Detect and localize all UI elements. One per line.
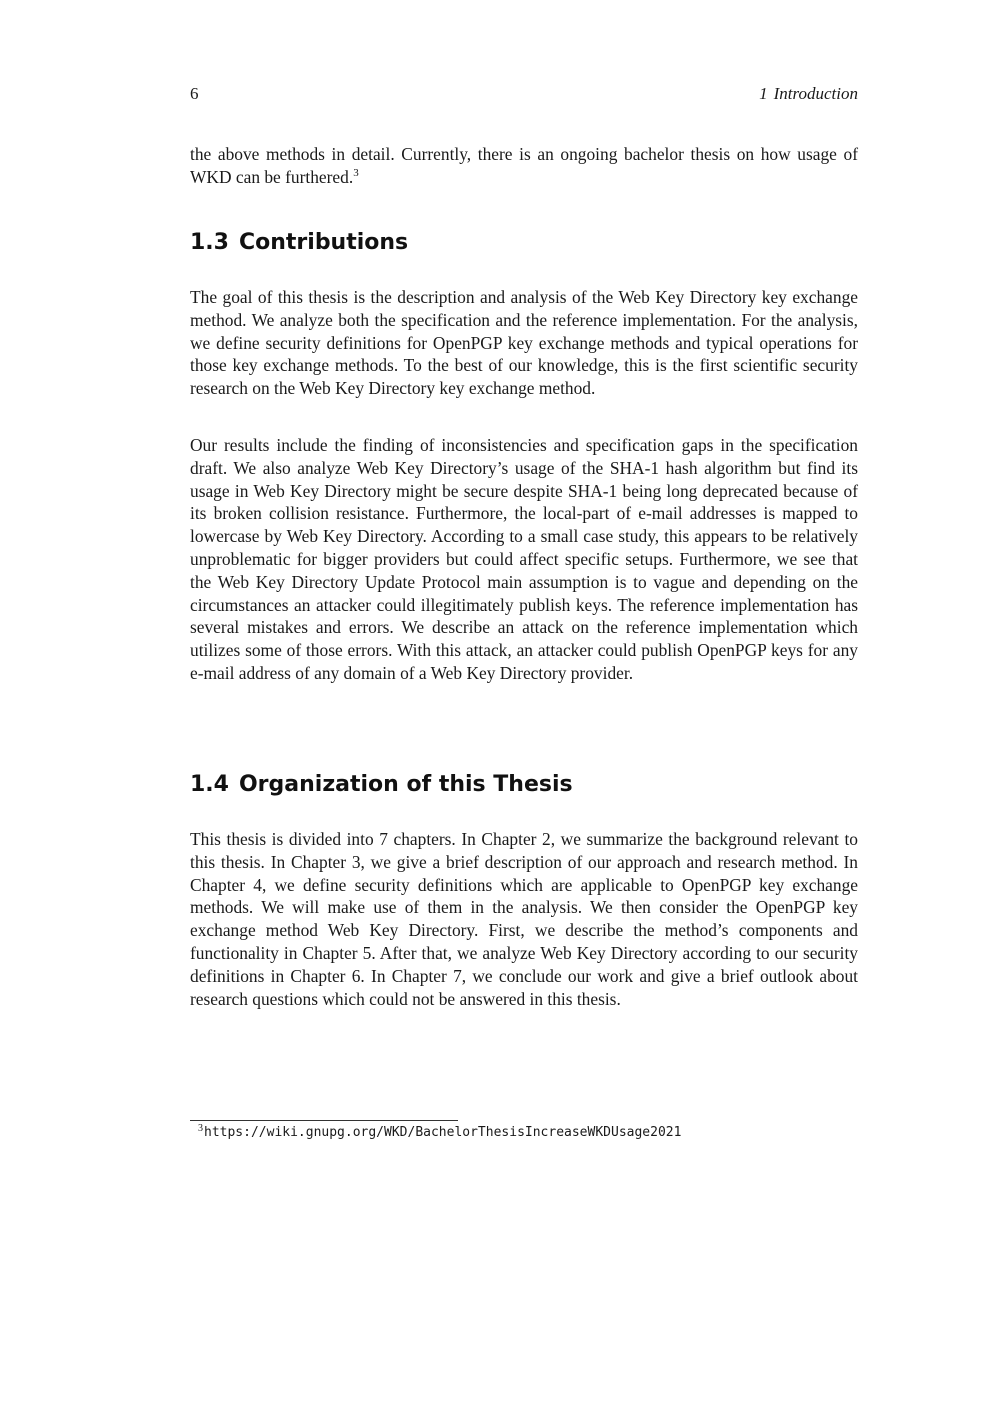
section-title: Contributions — [238, 230, 409, 255]
contributions-paragraph-2-block — [190, 434, 858, 685]
intro-paragraph — [190, 143, 858, 189]
section-heading-organization — [190, 770, 858, 800]
footnote-reference[interactable]: 3 — [353, 167, 359, 179]
section-number: 1.3 — [190, 230, 229, 255]
footnote-mark: 3 — [198, 1122, 203, 1134]
organization-heading-block — [190, 770, 858, 800]
footnote-divider — [190, 1120, 458, 1121]
footnote-url-link[interactable]: https://wiki.gnupg.org/WKD/BachelorThesisIncreaseWKDUsage2021 — [204, 1125, 682, 1140]
contributions-paragraph: Our results include the finding of inconsistencies and specification gaps in the specification draft. We also analyze Web Key Directory’s usage of the SHA-1 hash algorithm but find its usage in Web Key Directory might be secure despite SHA-1 being long deprecated because of its broken collision resistance. Furthermore, the local-part of e-mail addresses is mapped to lowercase by Web Key Directory. According to a small case study, this appears to be relatively unproblematic for bigger providers but could affect specific setups. Furthermore, we see that the Web Key Directory Update Protocol main assumption is to vague and depending on the circumstances an attacker could illegitimately publish keys. The reference implementation has several mistakes and errors. We describe an attack on the reference implementation which utilizes some of those errors. With this attack, an attacker could publish OpenPGP keys for any e-mail address of any domain of a Web Key Directory provider. — [190, 435, 858, 683]
page-number: 6 — [190, 84, 199, 103]
contributions-heading-block — [190, 228, 858, 258]
organization-paragraph-block — [190, 828, 858, 1010]
footnote — [198, 1124, 681, 1142]
contributions-paragraph: The goal of this thesis is the description and analysis of the Web Key Directory key exchange method. We analyze both the specification and the reference implementation. For the analysis, we define security definitions for OpenPGP key exchange methods and typical operations for those key exchange methods. To the best of our knowledge, this is the first scientific security research on the Web Key Directory key exchange method. — [190, 287, 858, 399]
chapter-running-title — [759, 83, 858, 105]
intro-paragraph-block — [190, 143, 858, 189]
chapter-title: Introduction — [773, 84, 858, 103]
section-heading-contributions — [190, 228, 858, 258]
section-title: Organization of this Thesis — [238, 772, 573, 797]
section-number: 1.4 — [190, 772, 229, 797]
chapter-number: 1 — [759, 84, 768, 103]
contributions-paragraph-1-block — [190, 286, 858, 400]
thesis-page — [190, 0, 858, 1414]
organization-paragraph: This thesis is divided into 7 chapters. In Chapter 2, we summarize the background relevant to this thesis. In Chapter 3, we give a brief description of our approach and research method. In Chapter 4, we define security definitions which are applicable to OpenPGP key exchange methods. We will make use of them in the analysis. We then consider the OpenPGP key exchange method Web Key Directory. First, we describe the method’s components and functionality in Chapter 5. After that, we analyze Web Key Directory according to our security definitions in Chapter 6. In Chapter 7, we conclude our work and give a brief outlook about research questions which could not be answered in this thesis. — [190, 829, 858, 1009]
intro-paragraph-text: the above methods in detail. Currently, there is an ongoing bachelor thesis on how usage of WKD can be furthered. — [190, 144, 858, 187]
